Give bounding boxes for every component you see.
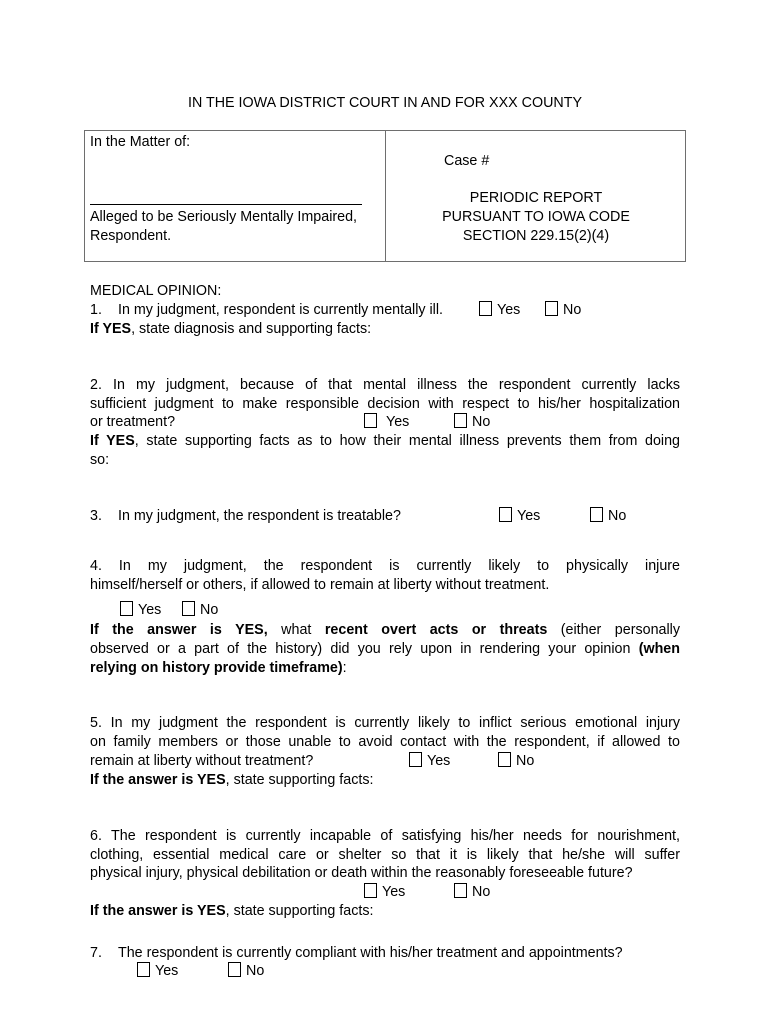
q6-line2: clothing, essential medical care or shelter so that it is likely that he/she will suffer [90,847,680,863]
q1-text: In my judgment, respondent is currently mentally ill. [118,302,443,318]
report-title-line2: PURSUANT TO IOWA CODE [442,209,630,225]
q6-yes-checkbox[interactable] [364,883,377,898]
court-title: IN THE IOWA DISTRICT COURT IN AND FOR XXX COUNTY [187,95,582,111]
q4-line1: 4. In my judgment, the respondent is currently likely to physically injure [90,558,680,574]
q5-line1: 5. In my judgment the respondent is currently likely to inflict serious emotional injury [90,715,680,731]
q5-no-checkbox[interactable] [498,752,511,767]
q1-number: 1. [90,302,102,318]
case-number-label: Case # [444,153,490,169]
q5-yes-option[interactable]: Yes [409,752,450,771]
q7-no-checkbox[interactable] [228,962,241,977]
q3-yes-checkbox[interactable] [499,507,512,522]
q2-line3: or treatment? [90,414,176,430]
q7-yes-checkbox[interactable] [137,962,150,977]
q6-line3: physical injury, physical debilitation or death within the reasonably foreseeable future? [90,865,633,881]
q1-no-option[interactable]: No [545,301,581,320]
q2-yes-option[interactable]: Yes [364,413,409,432]
q4-followup-line3: relying on history provide timeframe): [90,660,347,676]
q5-line3: remain at liberty without treatment? [90,753,314,769]
q7-number: 7. [90,945,102,961]
q6-line1: 6. The respondent is currently incapable of satisfying his/her needs for nourishment, [90,828,680,844]
q1-yes-option[interactable]: Yes [479,301,520,320]
q3-yes-option[interactable]: Yes [499,507,540,526]
q3-text: In my judgment, the respondent is treatable? [118,508,401,524]
respondent-desc-line1: Alleged to be Seriously Mentally Impaired, [90,209,358,225]
q5-no-option[interactable]: No [498,752,534,771]
q7-no-option[interactable]: No [228,962,264,981]
report-title-line1: PERIODIC REPORT [469,190,603,206]
q6-yes-option[interactable]: Yes [364,883,405,902]
q1-followup: If YES, state diagnosis and supporting facts: [90,321,372,337]
section-heading: MEDICAL OPINION: [90,283,222,299]
q4-followup-line1: If the answer is YES, what recent overt acts or threats (either personally [90,622,680,638]
q2-yes-checkbox[interactable] [364,413,377,428]
q2-line1: 2. In my judgment, because of that mental illness the respondent currently lacks [90,377,680,393]
q5-followup: If the answer is YES, state supporting facts: [90,772,374,788]
q4-followup-line2: observed or a part of the history) did you rely upon in rendering your opinion (when [90,641,680,657]
q2-line2: sufficient judgment to make responsible decision with respect to his/her hospitalization [90,396,680,412]
q6-no-option[interactable]: No [454,883,490,902]
report-title-line3: SECTION 229.15(2)(4) [462,228,610,244]
q3-number: 3. [90,508,102,524]
q1-no-checkbox[interactable] [545,301,558,316]
caption-box [84,130,686,262]
q6-followup: If the answer is YES, state supporting facts: [90,903,374,919]
respondent-name-line[interactable] [90,204,362,205]
q3-no-option[interactable]: No [590,507,626,526]
q2-followup-line2: so: [90,452,110,468]
q4-yes-checkbox[interactable] [120,601,133,616]
q7-text: The respondent is currently compliant with his/her treatment and appointments? [118,945,623,961]
q1-yes-checkbox[interactable] [479,301,492,316]
q6-no-checkbox[interactable] [454,883,467,898]
q4-yes-option[interactable]: Yes [120,601,161,620]
q7-yes-option[interactable]: Yes [137,962,178,981]
matter-label: In the Matter of: [90,134,191,150]
q2-followup-line1: If YES, state supporting facts as to how their mental illness prevents them from doing [90,433,680,449]
q2-no-checkbox[interactable] [454,413,467,428]
q5-yes-checkbox[interactable] [409,752,422,767]
q4-no-option[interactable]: No [182,601,218,620]
respondent-desc-line2: Respondent. [90,228,172,244]
q4-line2: himself/herself or others, if allowed to remain at liberty without treatment. [90,577,550,593]
q5-line2: on family members or those unable to avoid contact with the respondent, if allowed to [90,734,680,750]
q2-no-option[interactable]: No [454,413,490,432]
q3-no-checkbox[interactable] [590,507,603,522]
q4-no-checkbox[interactable] [182,601,195,616]
